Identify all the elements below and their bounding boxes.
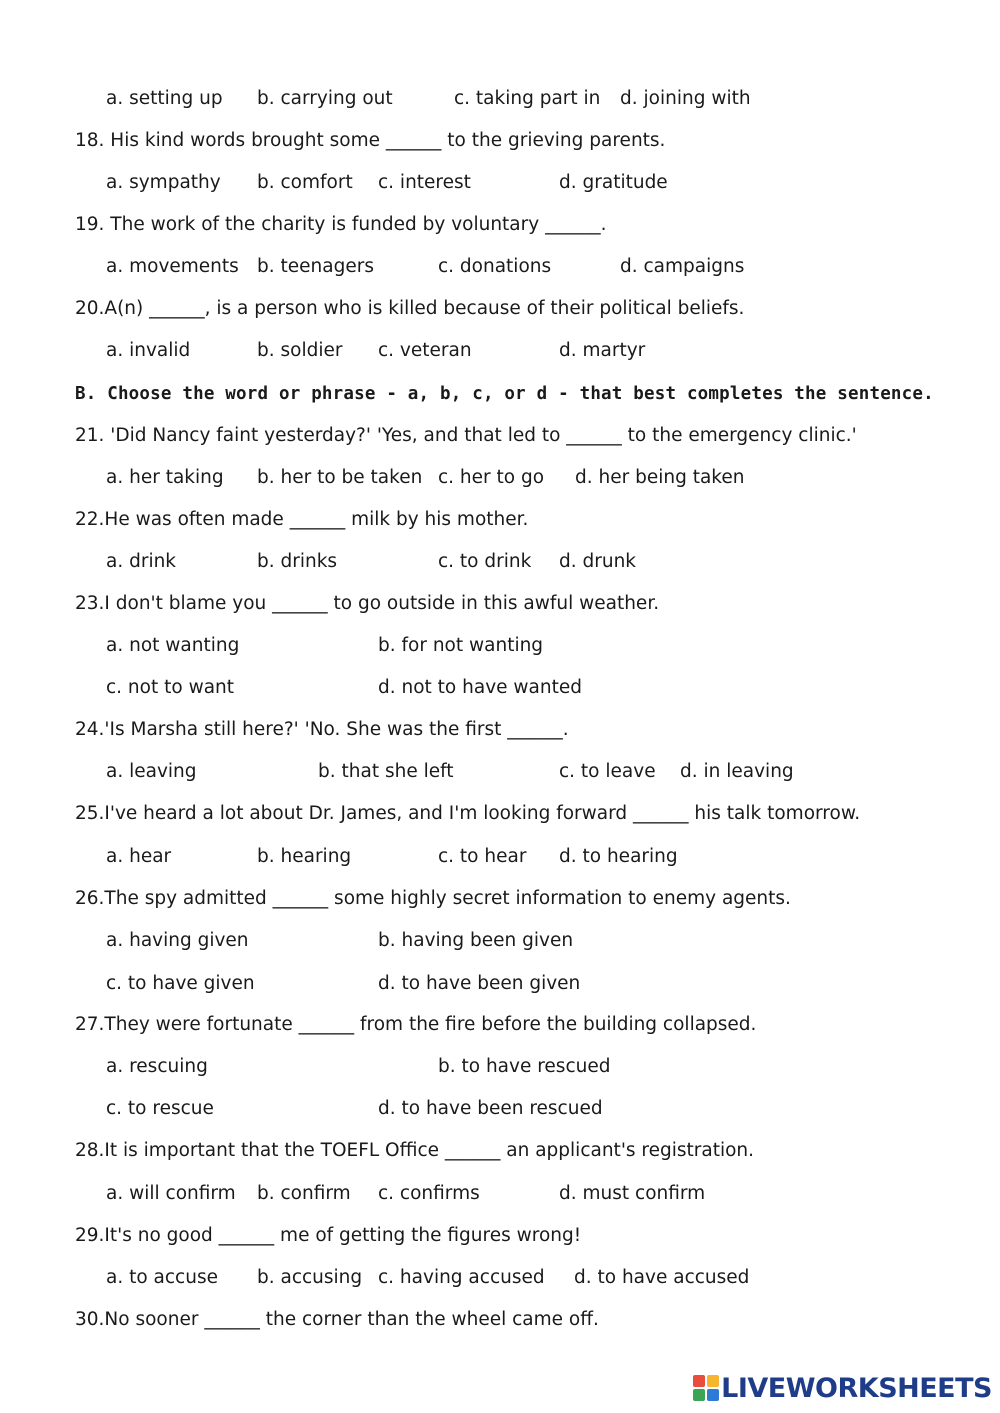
q19-option-d: d. campaigns xyxy=(620,256,745,277)
q28-option-c: c. confirms xyxy=(378,1183,480,1204)
q20-option-b: b. soldier xyxy=(257,340,343,361)
q18-option-d: d. gratitude xyxy=(559,172,668,193)
question-26: 26.The spy admitted ______ some highly secret information to enemy agents. xyxy=(75,888,791,909)
question-18: 18. His kind words brought some ______ to the grieving parents. xyxy=(75,130,666,151)
q24-option-b: b. that she left xyxy=(318,761,454,782)
q27-option-c: c. to rescue xyxy=(106,1098,214,1119)
q17-option-a: a. setting up xyxy=(106,88,223,109)
q17-option-c: c. taking part in xyxy=(454,88,601,109)
q22-option-b: b. drinks xyxy=(257,551,338,572)
question-20: 20.A(n) ______, is a person who is killed because of their political beliefs. xyxy=(75,298,745,319)
question-30: 30.No sooner ______ the corner than the wheel came off. xyxy=(75,1309,599,1330)
question-28: 28.It is important that the TOEFL Office ______ an applicant's registration. xyxy=(75,1140,755,1161)
q26-option-a: a. having given xyxy=(106,930,249,951)
q23-option-b: b. for not wanting xyxy=(378,635,544,656)
q22-option-c: c. to drink xyxy=(438,551,532,572)
q21-option-d: d. her being taken xyxy=(575,467,745,488)
q29-option-c: c. having accused xyxy=(378,1267,545,1288)
q25-option-a: a. hear xyxy=(106,846,172,867)
q24-option-a: a. leaving xyxy=(106,761,197,782)
q29-option-d: d. to have accused xyxy=(574,1267,750,1288)
question-23: 23.I don't blame you ______ to go outside in this awful weather. xyxy=(75,593,660,614)
q18-option-b: b. comfort xyxy=(257,172,353,193)
q23-option-a: a. not wanting xyxy=(106,635,240,656)
question-24: 24.'Is Marsha still here?' 'No. She was the first ______. xyxy=(75,719,569,740)
q24-option-c: c. to leave xyxy=(559,761,656,782)
question-29: 29.It's no good ______ me of getting the figures wrong! xyxy=(75,1225,582,1246)
q17-option-d: d. joining with xyxy=(620,88,751,109)
logo-text: LIVEWORKSHEETS xyxy=(721,1372,992,1404)
q21-option-b: b. her to be taken xyxy=(257,467,423,488)
question-22: 22.He was often made ______ milk by his mother. xyxy=(75,509,529,530)
q22-option-d: d. drunk xyxy=(559,551,637,572)
q23-option-d: d. not to have wanted xyxy=(378,677,582,698)
q20-option-c: c. veteran xyxy=(378,340,472,361)
q21-option-c: c. her to go xyxy=(438,467,545,488)
q28-option-a: a. will confirm xyxy=(106,1183,236,1204)
q28-option-d: d. must confirm xyxy=(559,1183,706,1204)
q23-option-c: c. not to want xyxy=(106,677,235,698)
question-25: 25.I've heard a lot about Dr. James, and I'm looking forward ______ his talk tomorrow. xyxy=(75,803,861,824)
q27-option-b: b. to have rescued xyxy=(438,1056,611,1077)
q18-option-a: a. sympathy xyxy=(106,172,221,193)
q25-option-d: d. to hearing xyxy=(559,846,678,867)
liveworksheets-logo xyxy=(693,1371,992,1405)
q20-option-d: d. martyr xyxy=(559,340,646,361)
q19-option-b: b. teenagers xyxy=(257,256,374,277)
q27-option-a: a. rescuing xyxy=(106,1056,208,1077)
q20-option-a: a. invalid xyxy=(106,340,191,361)
q26-option-b: b. having been given xyxy=(378,930,574,951)
q25-option-c: c. to hear xyxy=(438,846,527,867)
q19-option-c: c. donations xyxy=(438,256,552,277)
q26-option-d: d. to have been given xyxy=(378,973,581,994)
section-b-heading: B. Choose the word or phrase - a, b, c, or d - that best completes the sentence. xyxy=(75,384,934,404)
question-21: 21. 'Did Nancy faint yesterday?' 'Yes, and that led to ______ to the emergency clinic.' xyxy=(75,425,857,446)
q26-option-c: c. to have given xyxy=(106,973,255,994)
liveworksheets-logo-icon xyxy=(693,1375,719,1401)
q21-option-a: a. her taking xyxy=(106,467,224,488)
q22-option-a: a. drink xyxy=(106,551,177,572)
question-27: 27.They were fortunate ______ from the fire before the building collapsed. xyxy=(75,1014,757,1035)
q24-option-d: d. in leaving xyxy=(680,761,794,782)
q28-option-b: b. confirm xyxy=(257,1183,351,1204)
q17-option-b: b. carrying out xyxy=(257,88,393,109)
q29-option-a: a. to accuse xyxy=(106,1267,218,1288)
q29-option-b: b. accusing xyxy=(257,1267,363,1288)
q27-option-d: d. to have been rescued xyxy=(378,1098,603,1119)
q18-option-c: c. interest xyxy=(378,172,471,193)
question-19: 19. The work of the charity is funded by voluntary ______. xyxy=(75,214,607,235)
q19-option-a: a. movements xyxy=(106,256,239,277)
q25-option-b: b. hearing xyxy=(257,846,352,867)
